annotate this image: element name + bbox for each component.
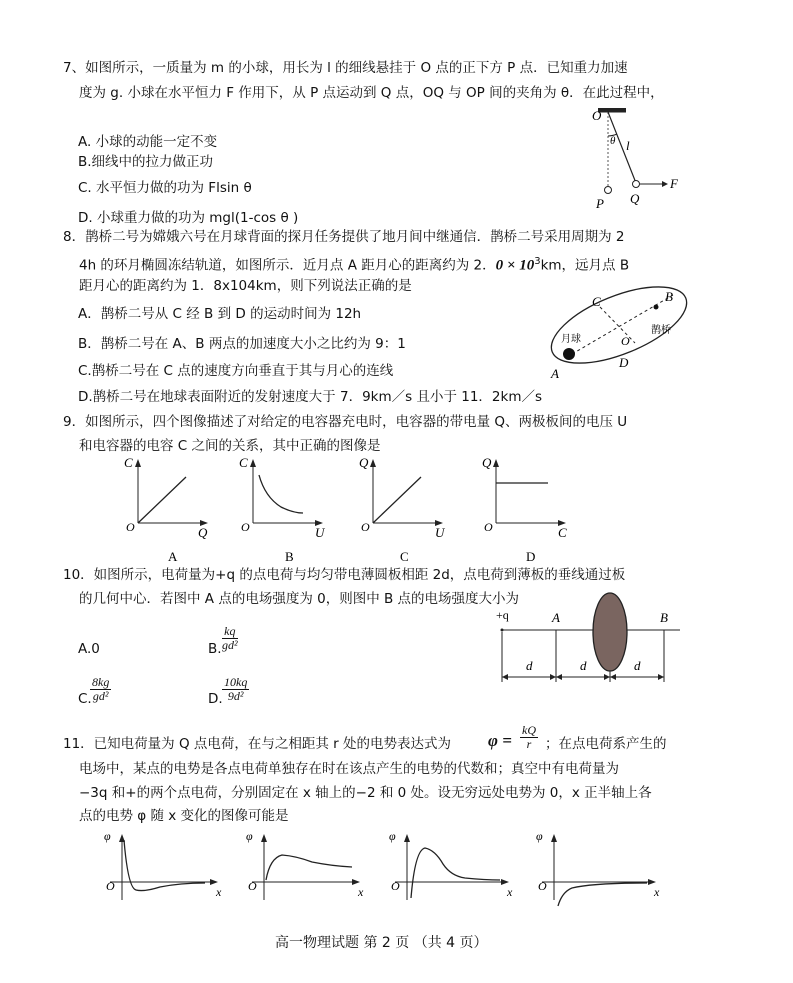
q10-label-a: A <box>552 610 560 625</box>
q11-formula-lhs: φ = <box>488 731 512 750</box>
q10-label-d1: d <box>526 658 533 673</box>
q8-orbit-figure <box>545 285 695 380</box>
q9-c-x-label: U <box>435 525 445 540</box>
q7-label-f: F <box>670 176 678 191</box>
q7-line-1: 7、如图所示，一质量为 m 的小球，用长为 l 的细线悬挂于 O 点的正下方 P 点．已知重力加速 <box>63 60 628 76</box>
q11-formula-fraction <box>520 724 538 751</box>
q9-d-origin: O <box>484 520 493 534</box>
q10-label-d3: d <box>634 658 641 673</box>
q9-c-y-label: Q <box>359 455 369 470</box>
q9-graph-b <box>235 455 335 565</box>
q9-line-2: 和电容器的电容 C 之间的关系，其中正确的图像是 <box>79 438 381 454</box>
q8-label-b: B <box>665 289 673 304</box>
q11-3-o: O <box>391 879 400 893</box>
q10-line-2: 的几何中心．若图中 A 点的电场强度为 0，则图中 B 点的电场强度大小为 <box>79 591 520 607</box>
q10-line-1: 10．如图所示，电荷量为+q 的点电荷与均匀带电薄圆板相距 2d，点电荷到薄板的垂线通过板 <box>63 567 626 583</box>
q10-label-d2: d <box>580 658 587 673</box>
q11-3-x: x <box>507 885 513 899</box>
q8-label-c: C <box>592 294 601 309</box>
q8-distance-value: 0 × 10 <box>495 257 535 274</box>
q10-option-a: A.0 <box>78 641 100 657</box>
q10-option-d-prefix: D. <box>208 691 223 707</box>
q7-line-2: 度为 g. 小球在水平恒力 F 作用下，从 P 点运动到 Q 点，OQ 与 OP 间的夹角为 θ．在此过程中， <box>79 85 664 101</box>
q9-b-origin: O <box>241 520 250 534</box>
q8-option-d: D.鹊桥二号在地球表面附近的发射速度大于 7．9km／s 且小于 11．2km／s <box>78 389 543 405</box>
q10-option-c-prefix: C. <box>78 691 92 707</box>
q7-option-b: B.细线中的拉力做正功 <box>78 154 214 170</box>
q7-label-theta: θ <box>610 135 616 147</box>
q11-formula-den: r <box>526 737 532 751</box>
q11-3-y: φ <box>389 829 396 843</box>
q8-label-d: D <box>619 355 629 370</box>
q7-pendulum-figure <box>588 108 688 218</box>
q7-label-p: P <box>596 196 604 211</box>
q11-2-x: x <box>358 885 364 899</box>
q11-4-y: φ <box>536 829 543 843</box>
q7-label-q: Q <box>630 191 640 206</box>
q11-graph-4 <box>532 830 667 910</box>
q9-b-y-label: C <box>239 455 248 470</box>
q9-graph-c <box>355 455 455 565</box>
q9-c-origin: O <box>361 520 370 534</box>
q10-option-c-den: gd² <box>92 689 109 703</box>
q11-2-y: φ <box>246 829 253 843</box>
q10-plate-figure <box>490 592 685 687</box>
q8-option-a: A．鹊桥二号从 C 经 B 到 D 的运动时间为 12h <box>78 306 362 322</box>
q7-option-c: C. 水平恒力做的功为 Flsin θ <box>78 180 252 196</box>
q9-b-x-label: U <box>315 525 325 540</box>
q9-a-x-label: Q <box>198 525 208 540</box>
q10-option-b-num: kq <box>222 625 238 639</box>
q8-label-a: A <box>551 366 559 381</box>
q11-1-y: φ <box>104 829 111 843</box>
q8-distance-exponent: 3 <box>534 256 541 267</box>
q9-d-x-label: C <box>558 525 567 540</box>
q11-graph-2 <box>242 830 372 910</box>
q9-d-y-label: Q <box>482 455 492 470</box>
q9-graph-a <box>120 455 220 565</box>
q11-graph-1 <box>100 830 230 910</box>
q8-label-o: O <box>621 334 630 348</box>
q11-line-2: 电场中，某点的电势是各点电荷单独存在时在该点产生的电势的代数和；真空中有电荷量为 <box>79 761 619 777</box>
q10-option-c-num: 8kg <box>92 675 110 689</box>
q8-line-2-text: 4h 的环月椭圆冻结轨道，如图所示．近月点 A 距月心的距离约为 2． <box>79 257 496 274</box>
q8-line-3: 距月心的距离约为 1．8x104km，则下列说法正确的是 <box>79 278 412 294</box>
q8-line-2 <box>79 253 629 275</box>
q11-line-4: 点的电势 φ 随 x 变化的图像可能是 <box>79 808 289 824</box>
q11-1-x: x <box>216 885 222 899</box>
q9-d-caption: D <box>526 549 536 564</box>
q11-graph-3 <box>385 830 520 910</box>
q10-option-b-prefix: B. <box>208 641 222 657</box>
q9-b-caption: B <box>285 549 294 564</box>
page-footer: 高一物理试题 第 2 页 （共 4 页） <box>275 935 488 951</box>
q7-option-a: A. 小球的动能一定不变 <box>78 134 218 150</box>
q8-label-moon: 月球 <box>561 334 581 345</box>
q11-2-o: O <box>248 879 257 893</box>
q8-option-c: C.鹊桥二号在 C 点的速度方向垂直于其与月心的连线 <box>78 363 394 379</box>
q10-label-q: +q <box>496 608 509 622</box>
q9-a-caption: A <box>168 549 178 564</box>
q9-graph-d <box>478 455 578 565</box>
q11-1-o: O <box>106 879 115 893</box>
q11-line-1-tail: ；在点电荷系产生的 <box>545 736 667 752</box>
q11-4-o: O <box>538 879 547 893</box>
q9-a-y-label: C <box>124 455 133 470</box>
q8-option-b: B．鹊桥二号在 A、B 两点的加速度大小之比约为 9：1 <box>78 336 406 352</box>
q9-line-1: 9．如图所示，四个图像描述了对给定的电容器充电时，电容器的带电量 Q、两极板间的电压 U <box>63 414 628 430</box>
q9-a-origin: O <box>126 520 135 534</box>
q10-option-d-den: 9d² <box>227 689 244 703</box>
q10-option-b-fraction <box>222 625 238 652</box>
q10-label-b: B <box>660 610 668 625</box>
q7-option-d: D. 小球重力做的功为 mgl(1-cos θ ) <box>78 210 299 226</box>
q11-line-1-text: 11．已知电荷量为 Q 点电荷，在与之相距其 r 处的电势表达式为 <box>63 736 452 752</box>
q8-line-1: 8．鹊桥二号为嫦娥六号在月球背面的探月任务提供了地月间中继通信．鹊桥二号采用周期为 2 <box>63 229 625 245</box>
q10-option-d-fraction <box>222 676 249 703</box>
q11-line-3: −3q 和+的两个点电荷，分别固定在 x 轴上的−2 和 0 处。设无穷远处电势为 0，x 正半轴上各 <box>79 785 652 801</box>
q11-line-1 <box>63 735 451 753</box>
q10-option-c-fraction <box>90 676 111 703</box>
q7-label-l: l <box>626 138 630 153</box>
q11-formula-num: kQ <box>522 723 536 737</box>
q9-c-caption: C <box>400 549 409 564</box>
q10-option-b-den: gd² <box>222 638 238 652</box>
q7-label-o: O <box>592 108 602 123</box>
q11-4-x: x <box>654 885 660 899</box>
q8-line-2-unit: km，远月点 B <box>540 257 630 274</box>
q8-label-queqiao: 鹊桥 <box>651 325 671 336</box>
q10-option-d-num: 10kq <box>224 675 248 689</box>
